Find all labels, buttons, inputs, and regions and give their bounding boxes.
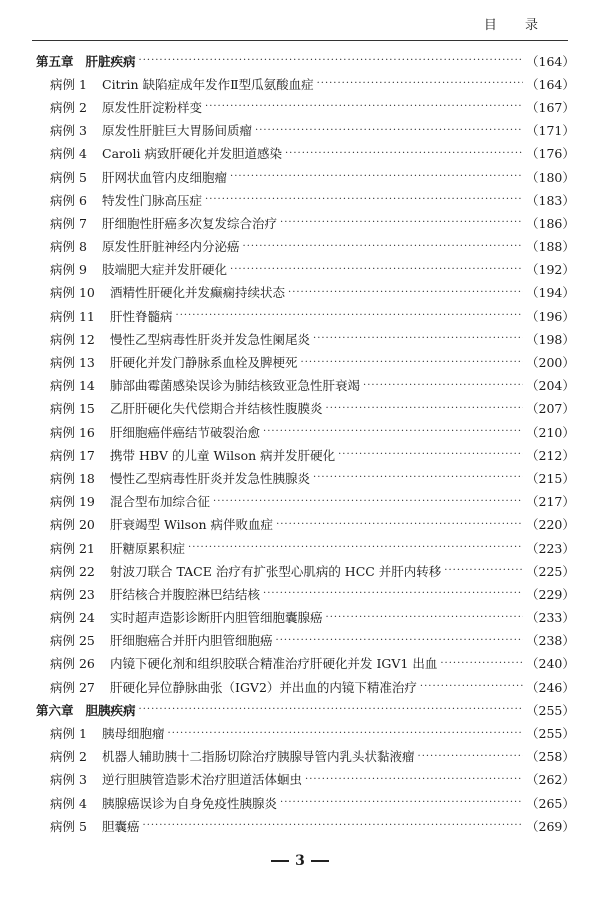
page-ref: （262） (526, 772, 575, 788)
dot-leader (243, 241, 523, 252)
header-rule (32, 40, 568, 41)
entry-label (32, 121, 252, 139)
page-ref: （180） (526, 169, 575, 185)
case-number: 病例 27 (50, 679, 95, 695)
page-ref: （207） (526, 401, 575, 417)
toc-entry[interactable] (32, 188, 575, 211)
dot-leader (176, 310, 523, 321)
chapter-title: 肝脏疾病 (85, 53, 136, 69)
toc-entry[interactable] (32, 420, 575, 443)
toc-entry[interactable] (32, 466, 575, 489)
dot-leader (317, 78, 523, 89)
entry-label (32, 399, 323, 417)
case-title: 肝网状血管内皮细胞瘤 (102, 169, 228, 185)
case-title: 机器人辅助胰十二指肠切除治疗胰腺导管内乳头状黏液瘤 (102, 749, 415, 765)
entry-label (32, 214, 277, 232)
entry-label (32, 794, 277, 812)
page-ref: （188） (526, 239, 575, 255)
dot-leader (301, 357, 523, 368)
entry-label (32, 817, 140, 835)
page-ref: （269） (526, 818, 575, 834)
case-title: Citrin 缺陷症成年发作Ⅱ型瓜氨酸血症 (102, 76, 314, 92)
dot-leader (280, 217, 523, 228)
case-title: 原发性肝淀粉样变 (102, 99, 203, 115)
toc-entry[interactable] (32, 582, 575, 605)
page-ref: （196） (526, 308, 575, 324)
page-ref: （212） (526, 447, 575, 463)
entry-label (32, 168, 227, 186)
page-ref: （186） (526, 215, 575, 231)
entry-label (32, 631, 273, 649)
page-ref: （164） (526, 53, 575, 69)
dot-leader (230, 171, 523, 182)
case-number: 病例 15 (50, 401, 95, 417)
page-ref: （210） (526, 424, 575, 440)
dot-leader (188, 542, 523, 553)
page-ref: （176） (526, 146, 575, 162)
case-title: 特发性门脉高压症 (102, 192, 203, 208)
case-title: 胰腺癌误诊为自身免疫性胰腺炎 (102, 795, 278, 811)
entry-label (32, 678, 417, 696)
toc-entry[interactable] (32, 814, 575, 837)
dot-leader (285, 148, 523, 159)
case-title: Caroli 病致肝硬化并发胆道感染 (102, 146, 282, 162)
toc-entry[interactable] (32, 350, 575, 373)
toc-entry[interactable] (32, 304, 575, 327)
toc-entry[interactable] (32, 119, 575, 142)
page-ref: （204） (526, 378, 575, 394)
dot-leader (255, 125, 523, 136)
dot-leader (230, 264, 523, 275)
case-title: 乙肝肝硬化失代偿期合并结核性腹膜炎 (110, 401, 323, 417)
dot-leader (205, 194, 523, 205)
entry-label (32, 539, 185, 557)
case-title: 胰母细胞瘤 (102, 726, 165, 742)
dot-leader (338, 449, 523, 460)
case-number: 病例 5 (50, 818, 87, 834)
page-ref: （233） (526, 610, 575, 626)
toc-entry[interactable] (32, 559, 575, 582)
case-number: 病例 20 (50, 517, 95, 533)
toc-entry[interactable] (32, 211, 575, 234)
toc-entry[interactable] (32, 397, 575, 420)
toc-entry[interactable] (32, 72, 575, 95)
entry-label (32, 585, 260, 603)
page-ref: （183） (526, 192, 575, 208)
page-ref: （238） (526, 633, 575, 649)
entry-label (32, 75, 314, 93)
chapter-label (32, 701, 136, 719)
case-title: 射波刀联合 TACE 治疗有扩张型心肌病的 HCC 并肝内转移 (110, 563, 442, 579)
case-number: 病例 16 (50, 424, 95, 440)
dot-leader (276, 635, 523, 646)
dot-leader (363, 380, 523, 391)
page-ref: （217） (526, 494, 575, 510)
dot-leader (276, 519, 523, 530)
page-ref: （225） (526, 563, 575, 579)
case-number: 病例 3 (50, 772, 87, 788)
case-number: 病例 4 (50, 795, 87, 811)
entry-label (32, 608, 323, 626)
toc-entry[interactable] (32, 791, 575, 814)
dot-leader (288, 287, 523, 298)
case-title: 肝细胞性肝癌多次复发综合治疗 (102, 215, 278, 231)
entry-label (32, 98, 202, 116)
dot-leader (213, 496, 523, 507)
case-title: 肝硬化异位静脉曲张（IGV2）并出血的内镜下精准治疗 (110, 679, 417, 695)
dot-leader (444, 565, 523, 576)
dot-leader (205, 101, 523, 112)
dot-leader (305, 774, 523, 785)
entry-label (32, 515, 273, 533)
dot-leader (139, 55, 523, 66)
toc-entry[interactable] (32, 721, 575, 744)
chapter-number: 第五章 (36, 53, 74, 69)
case-number: 病例 1 (50, 726, 87, 742)
dot-leader (313, 333, 523, 344)
page-ref: （246） (526, 679, 575, 695)
page-ref: （265） (526, 795, 575, 811)
dot-leader (418, 751, 523, 762)
dot-leader (143, 820, 523, 831)
page-ref: （258） (526, 749, 575, 765)
page-ref: （240） (526, 656, 575, 672)
case-title: 原发性肝脏神经内分泌癌 (102, 239, 240, 255)
chapter-title: 胆胰疾病 (85, 702, 136, 718)
case-title: 内镜下硬化剂和组织胶联合精准治疗肝硬化并发 IGV1 出血 (110, 656, 438, 672)
case-title: 肝细胞癌伴癌结节破裂治愈 (110, 424, 261, 440)
case-number: 病例 4 (50, 146, 87, 162)
entry-label (32, 353, 298, 371)
toc-entry[interactable] (32, 745, 575, 768)
chapter-number: 第六章 (36, 702, 74, 718)
toc-entry[interactable] (32, 327, 575, 350)
dot-leader (440, 658, 523, 669)
case-number: 病例 13 (50, 355, 95, 371)
page-ref: （255） (526, 726, 575, 742)
toc-entry[interactable] (32, 513, 575, 536)
entry-label (32, 747, 415, 765)
case-number: 病例 25 (50, 633, 95, 649)
case-title: 实时超声造影诊断肝内胆管细胞囊腺癌 (110, 610, 323, 626)
page-ref: （167） (526, 99, 575, 115)
entry-label (32, 492, 210, 510)
page-ref: （200） (526, 355, 575, 371)
case-number: 病例 26 (50, 656, 95, 672)
entry-label (32, 446, 335, 464)
case-number: 病例 21 (50, 540, 95, 556)
page-ref: （194） (526, 285, 575, 301)
entry-label (32, 237, 240, 255)
case-number: 病例 10 (50, 285, 95, 301)
entry-label (32, 654, 437, 672)
toc-entry[interactable] (32, 675, 575, 698)
page-ref: （255） (526, 702, 575, 718)
dot-leader (313, 472, 523, 483)
entry-label (32, 770, 302, 788)
dot-leader (420, 681, 523, 692)
dot-leader (280, 797, 523, 808)
case-number: 病例 17 (50, 447, 95, 463)
toc-entry[interactable] (32, 258, 575, 281)
toc-entry[interactable] (32, 768, 575, 791)
toc-entry[interactable] (32, 536, 575, 559)
case-title: 混合型布加综合征 (110, 494, 211, 510)
case-title: 肢端肥大症并发肝硬化 (102, 262, 228, 278)
case-number: 病例 3 (50, 123, 87, 139)
case-number: 病例 23 (50, 586, 95, 602)
page-ref: （220） (526, 517, 575, 533)
running-header (32, 0, 568, 44)
toc-entry[interactable] (32, 490, 575, 513)
case-number: 病例 5 (50, 169, 87, 185)
case-number: 病例 18 (50, 470, 95, 486)
page-ref: （192） (526, 262, 575, 278)
page-number: 3 (295, 853, 305, 869)
case-title: 肝糖原累积症 (110, 540, 186, 556)
case-number: 病例 9 (50, 262, 87, 278)
case-title: 胆囊癌 (102, 818, 140, 834)
case-title: 肺部曲霉菌感染误诊为肺结核致亚急性肝衰竭 (110, 378, 361, 394)
table-of-contents (32, 49, 575, 837)
case-number: 病例 2 (50, 749, 87, 765)
toc-entry[interactable] (32, 374, 575, 397)
case-number: 病例 14 (50, 378, 95, 394)
toc-entry[interactable] (32, 443, 575, 466)
entry-label (32, 330, 310, 348)
page-ref: （164） (526, 76, 575, 92)
toc-entry[interactable] (32, 281, 575, 304)
case-title: 肝细胞癌合并肝内胆管细胞癌 (110, 633, 273, 649)
dot-leader (168, 728, 523, 739)
toc-entry[interactable] (32, 652, 575, 675)
case-title: 慢性乙型病毒性肝炎并发急性胰腺炎 (110, 470, 311, 486)
toc-entry[interactable] (32, 235, 575, 258)
entry-label (32, 562, 441, 580)
case-title: 酒精性肝硬化并发癫痫持续状态 (110, 285, 286, 301)
case-title: 原发性肝脏巨大胃肠间质瘤 (102, 123, 253, 139)
case-title: 肝衰竭型 Wilson 病伴败血症 (110, 517, 274, 533)
case-number: 病例 1 (50, 76, 87, 92)
case-title: 携带 HBV 的儿童 Wilson 病并发肝硬化 (110, 447, 336, 463)
dot-leader (263, 588, 523, 599)
page-ref: （198） (526, 331, 575, 347)
footer-dash-left (271, 860, 289, 862)
dot-leader (326, 403, 523, 414)
page-footer (0, 853, 600, 869)
page-ref: （223） (526, 540, 575, 556)
dot-leader (263, 426, 523, 437)
case-number: 病例 22 (50, 563, 95, 579)
entry-label (32, 191, 202, 209)
header-title: 目 录 (483, 18, 550, 33)
toc-entry[interactable] (32, 165, 575, 188)
page-ref: （215） (526, 470, 575, 486)
case-number: 病例 8 (50, 239, 87, 255)
case-number: 病例 11 (50, 308, 95, 324)
dot-leader (139, 704, 523, 715)
case-number: 病例 6 (50, 192, 87, 208)
entry-label (32, 144, 282, 162)
case-number: 病例 12 (50, 331, 95, 347)
case-title: 逆行胆胰管造影术治疗胆道活体蛔虫 (102, 772, 303, 788)
footer-dash-right (311, 860, 329, 862)
entry-label (32, 260, 227, 278)
entry-label (32, 283, 285, 301)
dot-leader (326, 612, 523, 623)
case-title: 肝硬化并发门静脉系血栓及脾梗死 (110, 355, 298, 371)
case-title: 慢性乙型病毒性肝炎并发急性阑尾炎 (110, 331, 311, 347)
case-number: 病例 19 (50, 494, 95, 510)
case-title: 肝性脊髓病 (110, 308, 173, 324)
case-number: 病例 2 (50, 99, 87, 115)
case-number: 病例 24 (50, 610, 95, 626)
toc-entry[interactable] (32, 142, 575, 165)
case-number: 病例 7 (50, 215, 87, 231)
chapter-heading[interactable] (32, 49, 575, 72)
toc-entry[interactable] (32, 629, 575, 652)
entry-label (32, 307, 173, 325)
entry-label (32, 376, 360, 394)
chapter-heading[interactable] (32, 698, 575, 721)
chapter-label (32, 52, 136, 70)
entry-label (32, 423, 260, 441)
case-title: 肝结核合并腹腔淋巴结结核 (110, 586, 261, 602)
page-ref: （171） (526, 123, 575, 139)
page-ref: （229） (526, 586, 575, 602)
entry-label (32, 469, 310, 487)
toc-entry[interactable] (32, 606, 575, 629)
entry-label (32, 724, 165, 742)
toc-entry[interactable] (32, 95, 575, 118)
